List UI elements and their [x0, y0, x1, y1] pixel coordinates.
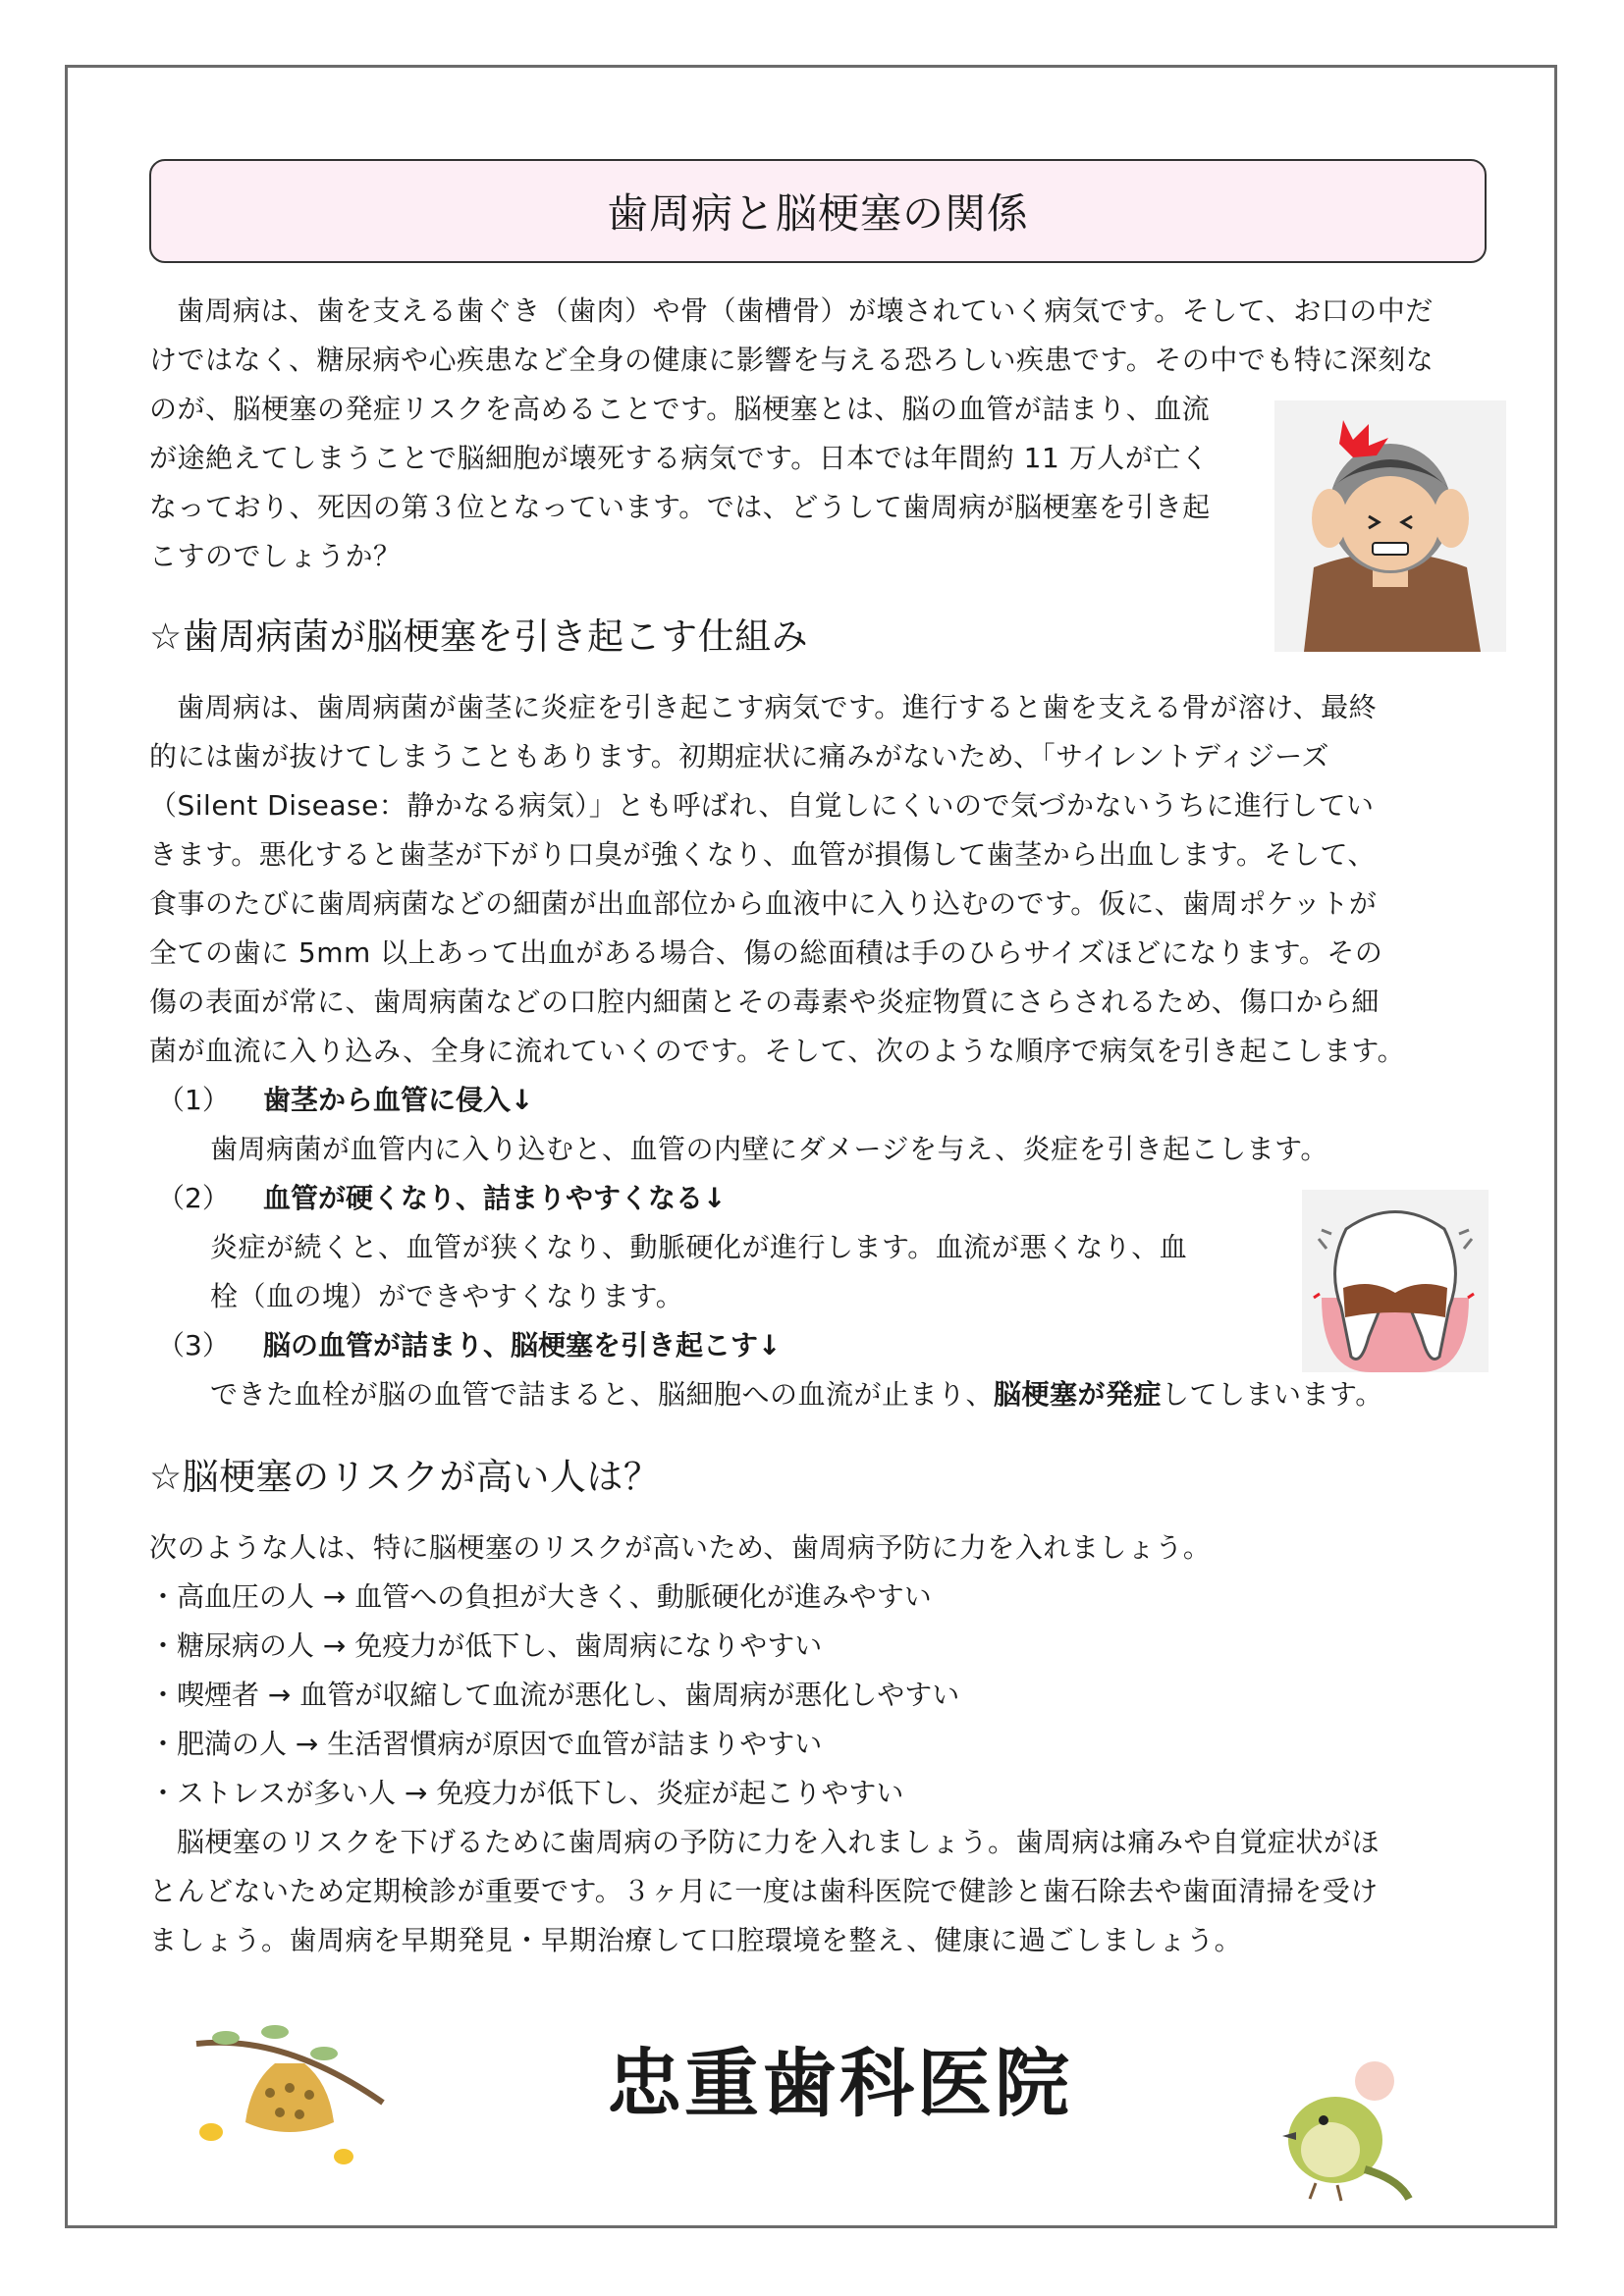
body-line: 歯周病は、歯周病菌が歯茎に炎症を引き起こす病気です。進行すると歯を支える骨が溶け、最終: [177, 691, 1378, 723]
periodontal-tooth-illustration: [1302, 1190, 1489, 1372]
intro-line: こすのでしょうか？: [149, 540, 402, 572]
body-line: 傷の表面が常に、歯周病菌などの口腔内細菌とその毒素や炎症物質にさらされるため、傷口から細: [149, 986, 1380, 1018]
body-line: きます。悪化すると歯茎が下がり口臭が強くなり、血管が損傷して歯茎から出血します。そして、: [149, 838, 1376, 871]
lead-line: 次のような人は、特に脳梗塞のリスクが高いため、歯周病予防に力を入れましょう。: [149, 1531, 1212, 1564]
step-number: （3）: [157, 1329, 230, 1362]
page-title: 歯周病と脳梗塞の関係: [606, 189, 1029, 238]
body-line: 全ての歯に 5mm 以上あって出血がある場合、傷の総面積は手のひらサイズほどになります。その: [149, 936, 1383, 969]
section-heading-mechanism: ☆歯周病菌が脳梗塞を引き起こす仕組み: [149, 615, 809, 658]
body-line: 菌が血流に入り込み、全身に流れていくのです。そして、次のような順序で病気を引き起こします。: [149, 1035, 1406, 1067]
intro-line: が途絶えてしまうことで脳細胞が壊死する病気です。日本では年間約 11 万人が亡く: [149, 442, 1210, 474]
step-number: （2）: [157, 1182, 230, 1214]
risk-item: ・高血圧の人 → 血管への負担が大きく、動脈硬化が進みやすい: [149, 1580, 932, 1613]
step-text: 栓（血の塊）ができやすくなります。: [210, 1280, 684, 1312]
risk-item: ・肥満の人 → 生活習慣病が原因で血管が詰まりやすい: [149, 1728, 823, 1760]
step-text: 歯周病菌が血管内に入り込むと、血管の内壁にダメージを与え、炎症を引き起こします。: [210, 1133, 1328, 1165]
risk-item: ・ストレスが多い人 → 免疫力が低下し、炎症が起こりやすい: [149, 1777, 904, 1809]
body-line: （Silent Disease：静かなる病気）」とも呼ばれ、自覚しにくいので気づかないうちに進行してい: [149, 789, 1375, 822]
step-number: （1）: [157, 1084, 230, 1116]
closing-line: 脳梗塞のリスクを下げるために歯周病の予防に力を入れましょう。歯周病は痛みや自覚症状がほ: [177, 1826, 1380, 1858]
beehive-illustration: [187, 2024, 393, 2171]
clinic-name: 忠重歯科医院: [607, 2040, 1072, 2127]
risk-item: ・糖尿病の人 → 免疫力が低下し、歯周病になりやすい: [149, 1629, 823, 1662]
intro-line: 歯周病は、歯を支える歯ぐき（歯肉）や骨（歯槽骨）が壊されていく病気です。そして、お口の中だ: [177, 294, 1434, 327]
section-heading-risk: ☆脳梗塞のリスクが高い人は？: [149, 1456, 661, 1498]
closing-line: ましょう。歯周病を早期発見・早期治療して口腔環境を整え、健康に過ごしましょう。: [149, 1924, 1243, 1956]
step-title: 脳の血管が詰まり、脳梗塞を引き起こす↓: [263, 1329, 782, 1362]
body-line: 的には歯が抜けてしまうこともあります。初期症状に痛みがないため、「サイレントディジーズ: [149, 740, 1329, 773]
step-text: 炎症が続くと、血管が狭くなり、動脈硬化が進行します。血流が悪くなり、血: [210, 1231, 1188, 1263]
closing-line: とんどないため定期検診が重要です。３ヶ月に一度は歯科医院で健診と歯石除去や歯面清掃を受け: [149, 1875, 1379, 1907]
intro-line: なっており、死因の第３位となっています。では、どうして歯周病が脳梗塞を引き起: [149, 491, 1211, 523]
intro-line: のが、脳梗塞の発症リスクを高めることです。脳梗塞とは、脳の血管が詰まり、血流: [149, 393, 1211, 425]
risk-item: ・喫煙者 → 血管が収縮して血流が悪化し、歯周病が悪化しやすい: [149, 1679, 960, 1711]
title-box: [149, 159, 1487, 263]
bird-illustration: [1267, 2052, 1414, 2209]
body-line: 食事のたびに歯周病菌などの細菌が出血部位から血液中に入り込むのです。仮に、歯周ポケットが: [149, 887, 1378, 920]
headache-person-illustration: [1274, 400, 1506, 652]
intro-line: けではなく、糖尿病や心疾患など全身の健康に影響を与える恐ろしい疾患です。その中でも特に深刻な: [149, 344, 1435, 376]
step-title: 血管が硬くなり、詰まりやすくなる↓: [263, 1182, 727, 1214]
step-text: できた血栓が脳の血管で詰まると、脳細胞への血流が止まり、脳梗塞が発症してしまいます。: [210, 1378, 1383, 1411]
step-title: 歯茎から血管に侵入↓: [263, 1084, 534, 1116]
